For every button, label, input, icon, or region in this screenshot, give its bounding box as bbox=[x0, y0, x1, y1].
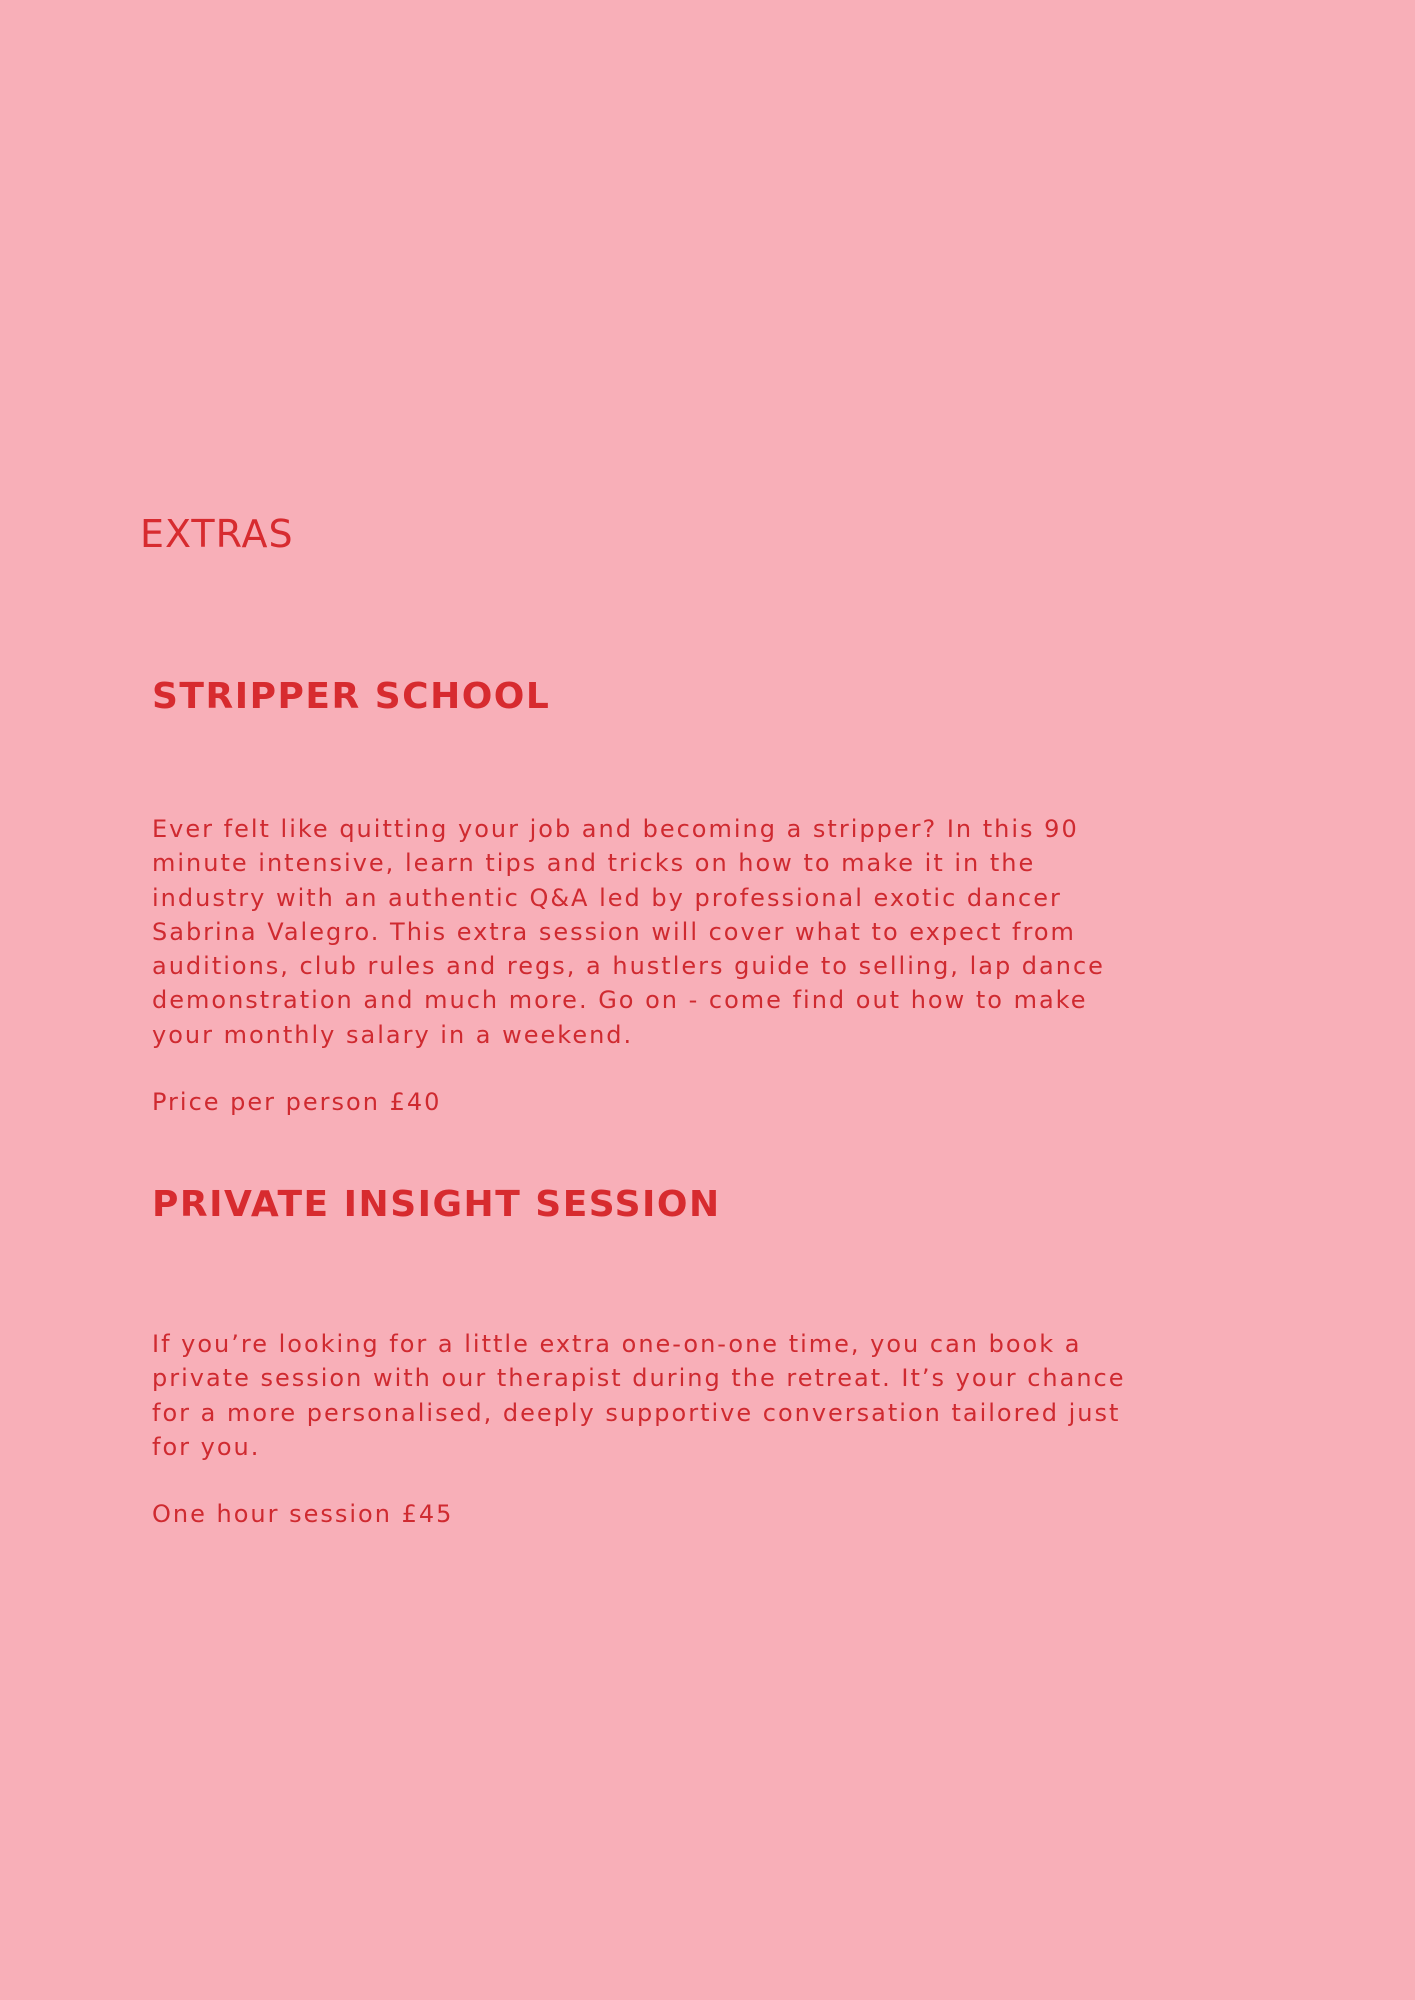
extra-price: Price per person £40 bbox=[152, 1088, 442, 1117]
extra-title: PRIVATE INSIGHT SESSION bbox=[152, 1184, 721, 1225]
description-line: for you. bbox=[152, 1432, 261, 1461]
description-line: industry with an authentic Q&A led by professional exotic dancer bbox=[152, 883, 1062, 912]
description-line: Ever felt like quitting your job and becoming a stripper? In this 90 bbox=[152, 815, 1079, 843]
section-label-extras: EXTRAS bbox=[140, 512, 294, 556]
extra-description bbox=[152, 1327, 1152, 1464]
description-line: Sabrina Valegro. This extra session will cover what to expect from bbox=[152, 917, 1076, 946]
description-line: private session with our therapist during the retreat. It’s your chance bbox=[152, 1364, 1126, 1393]
extra-stripper-school bbox=[152, 672, 1152, 1119]
description-line: demonstration and much more. Go on - come find out how to make bbox=[152, 986, 1088, 1015]
extra-description bbox=[152, 812, 1152, 1052]
extra-private-insight-session bbox=[152, 1180, 1152, 1531]
description-line: your monthly salary in a weekend. bbox=[152, 1020, 634, 1049]
description-line: auditions, club rules and regs, a hustlers guide to selling, lap dance bbox=[152, 952, 1105, 981]
description-line: minute intensive, learn tips and tricks on how to make it in the bbox=[152, 849, 1036, 878]
description-line: If you’re looking for a little extra one-on-one time, you can book a bbox=[152, 1330, 1082, 1358]
description-line: for a more personalised, deeply supportive conversation tailored just bbox=[152, 1398, 1121, 1427]
extra-title: STRIPPER SCHOOL bbox=[152, 676, 551, 717]
extra-price: One hour session £45 bbox=[152, 1500, 454, 1529]
